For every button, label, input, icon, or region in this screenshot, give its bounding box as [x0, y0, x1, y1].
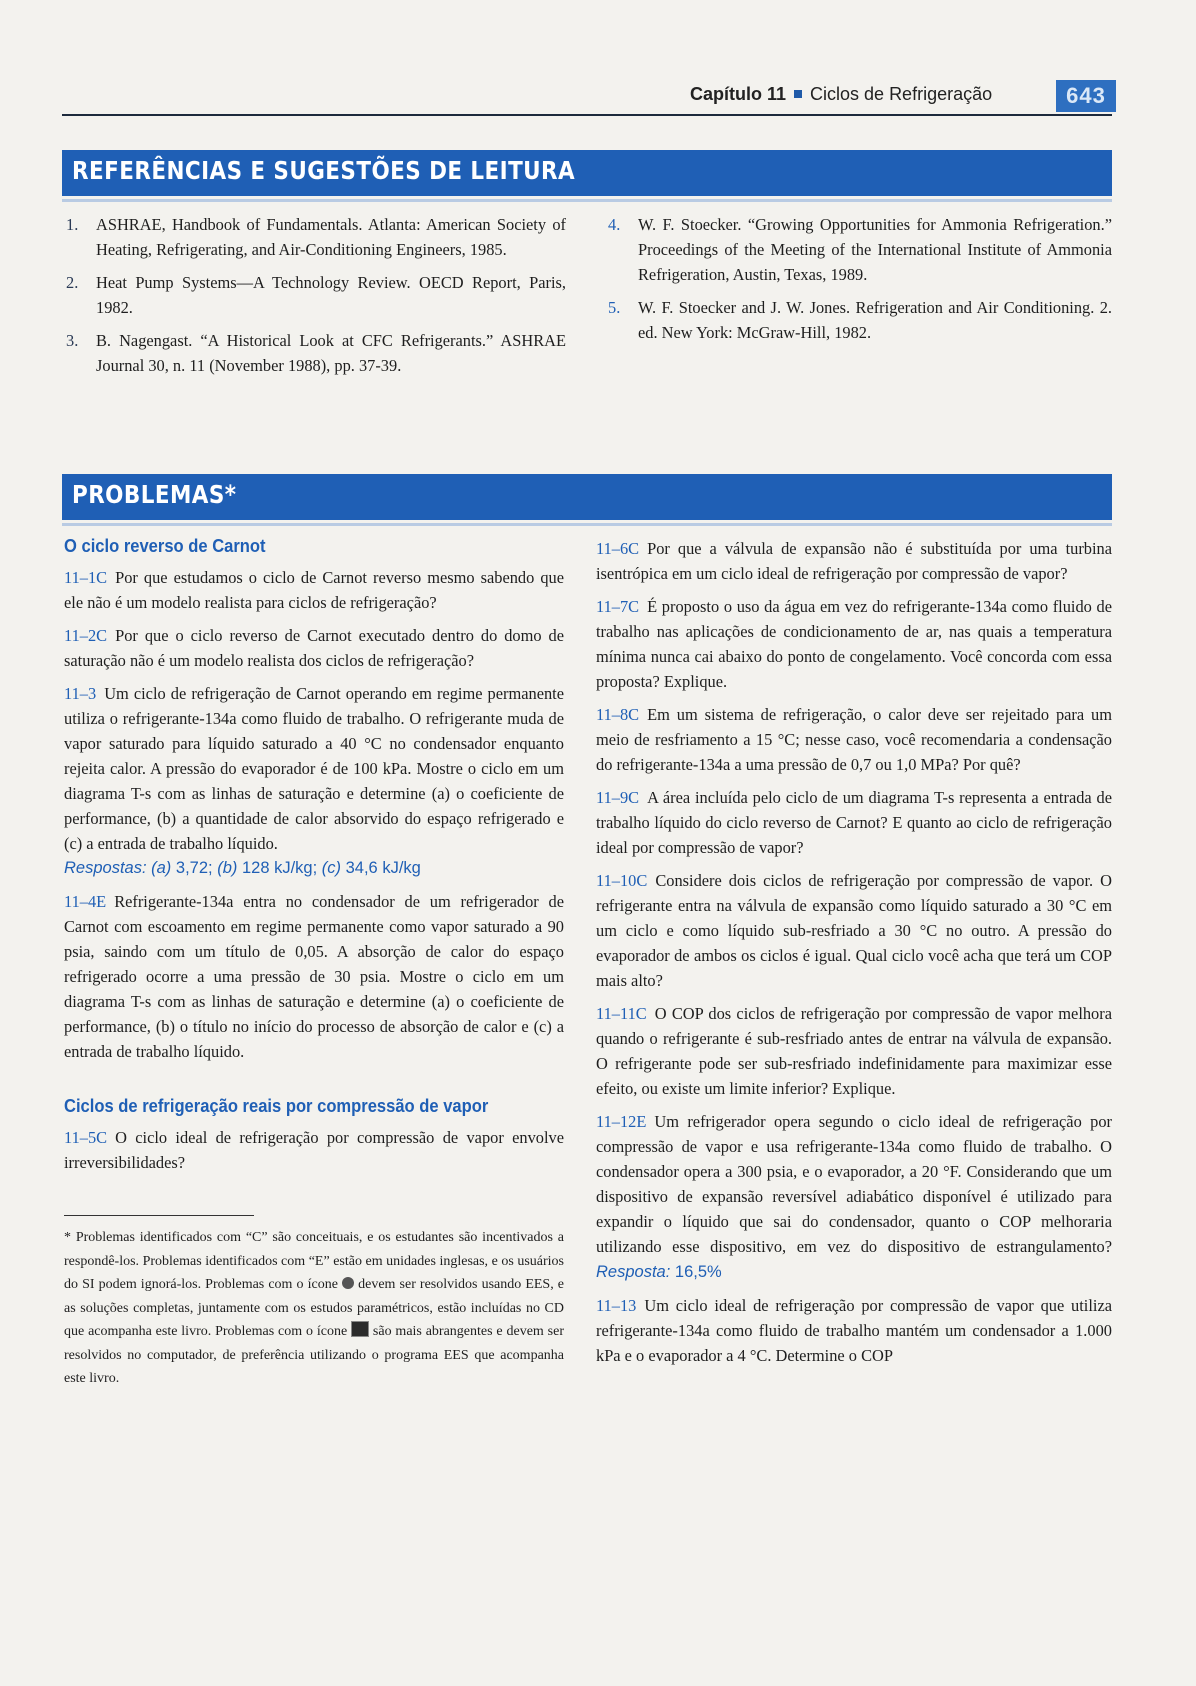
reference-number: 4. — [608, 215, 621, 234]
reference-number: 3. — [66, 331, 79, 350]
problem-text: Um ciclo de refrigeração de Carnot operando em regime permanente utiliza o refrigerante-134a como fluido de trabalho. O refrigerante muda de vapor saturado para líquido saturado a 40 °C no condensador enquanto rejeita calor. A pressão do evaporador é de 100 kPa. Mostre o ciclo em um diagrama T-s com as linhas de saturação e determine (a) o coeficiente de performance, (b) a quantidade de calor absorvido do espaço refrigerado e (c) a entrada de trabalho líquido. — [64, 684, 564, 853]
footnote-text-part3: são mais abrangentes e devem ser resolvidos no computador, de preferência utilizando o programa EES que acompanha este livro. — [64, 1324, 564, 1386]
problem-number: 11–11C — [596, 1004, 647, 1023]
reference-text: ASHRAE, Handbook of Fundamentals. Atlanta: American Society of Heating, Refrigerating, and Air-Conditioning Engineers, 1985. — [96, 215, 566, 259]
answer-part-b-value: 128 kJ/kg; — [241, 859, 318, 877]
reference-item — [66, 212, 566, 262]
answer-part-c-label: (c) — [321, 859, 342, 877]
problem-text: Em um sistema de refrigeração, o calor deve ser rejeitado para um meio de resfriamento a 15 °C; nesse caso, você recomendaria a condensação do refrigerante-134a a uma pressão de 0,7 ou 1,0 MPa? Por quê? — [596, 705, 1112, 774]
problem-item — [596, 1109, 1112, 1285]
problem-number: 11–13 — [596, 1296, 637, 1315]
references-title: REFERÊNCIAS E SUGESTÕES DE LEITURA — [72, 156, 576, 185]
answer-line — [596, 1263, 722, 1281]
chapter-label: Capítulo 11 — [690, 84, 787, 104]
problem-number: 11–7C — [596, 597, 640, 616]
problems-title: PROBLEMAS* — [72, 480, 237, 509]
problem-text: A área incluída pelo ciclo de um diagrama T-s representa a entrada de trabalho líquido do ciclo reverso de Carnot? E quanto ao ciclo de refrigeração ideal por compressão de vapor? — [596, 788, 1112, 857]
problem-text: Refrigerante-134a entra no condensador de um refrigerador de Carnot com escoamento em regime permanente como vapor saturado a 90 psia, saindo com um título de 0,05. A absorção de calor do espaço refrigerado ocorre a uma pressão de 30 psia. Mostre o ciclo em um diagrama T-s com as linhas de saturação e determine (a) o coeficiente de performance, (b) o título no início do processo de absorção de calor e (c) a entrada de trabalho líquido. — [64, 892, 564, 1061]
problem-text: É proposto o uso da água em vez do refrigerante-134a como fluido de trabalho nas aplicações de condicionamento de ar, nas quais a temperatura mínima nunca cai abaixo do ponto de congelamento. Você concorda com essa proposta? Explique. — [596, 597, 1112, 691]
answer-label: Resposta: — [596, 1263, 671, 1281]
problems-right-column — [596, 536, 1112, 1376]
answer-value: 16,5% — [674, 1263, 722, 1281]
problem-text: O ciclo ideal de refrigeração por compressão de vapor envolve irreversibilidades? — [64, 1128, 564, 1172]
page-number: 643 — [1056, 80, 1116, 112]
reference-item — [66, 328, 566, 378]
reference-item — [608, 295, 1112, 345]
problem-text: Um refrigerador opera segundo o ciclo ideal de refrigeração por compressão de vapor e usa refrigerante-134a como fluido de trabalho. O condensador opera a 300 psia, e o evaporador, a 20 °F. Considerando que um dispositivo de expansão reversível adiabático disponível é utilizado para expandir o líquido que sai do condensador, quanto o COP melhoraria utilizando esse dispositivo, em vez do dispositivo de estrangulamento? — [596, 1112, 1112, 1256]
ees-icon — [342, 1277, 354, 1289]
problem-item — [64, 889, 564, 1064]
problem-item — [596, 594, 1112, 694]
reference-text: W. F. Stoecker. “Growing Opportunities for Ammonia Refrigeration.” Proceedings of the Meeting of the International Institute of Ammonia Refrigeration, Austin, Texas, 1989. — [638, 215, 1112, 284]
problem-item — [64, 681, 564, 856]
running-header — [690, 84, 992, 105]
answer-part-a-label: (a) — [151, 859, 172, 877]
footnote-rule — [64, 1215, 254, 1216]
answer-line — [64, 856, 564, 881]
problem-number: 11–9C — [596, 788, 640, 807]
answer-label: Respostas: — [64, 859, 147, 877]
problem-text: Por que o ciclo reverso de Carnot executado dentro do domo de saturação não é um modelo realista dos ciclos de refrigeração? — [64, 626, 564, 670]
problem-text: O COP dos ciclos de refrigeração por compressão de vapor melhora quando o refrigerante é sub-resfriado antes de entrar na válvula de expansão. O refrigerante pode ser sub-resfriado indefinidamente para maximizar esse efeito, ou existe um limite inferior? Explique. — [596, 1004, 1112, 1098]
problem-text: Por que a válvula de expansão não é substituída por uma turbina isentrópica em um ciclo ideal de refrigeração por compressão de vapor? — [596, 539, 1112, 583]
square-bullet-icon — [794, 90, 802, 98]
problem-item — [596, 702, 1112, 777]
bar-underline — [62, 523, 1112, 526]
problem-number: 11–2C — [64, 626, 108, 645]
reference-number: 2. — [66, 273, 79, 292]
bar-underline — [62, 199, 1112, 202]
problem-number: 11–8C — [596, 705, 640, 724]
problem-number: 11–3 — [64, 684, 97, 703]
reference-item — [608, 212, 1112, 287]
problem-item — [596, 1293, 1112, 1368]
problem-text: Por que estudamos o ciclo de Carnot reverso mesmo sabendo que ele não é um modelo realista para ciclos de refrigeração? — [64, 568, 564, 612]
problem-item — [596, 868, 1112, 993]
problem-number: 11–1C — [64, 568, 108, 587]
problems-left-column — [64, 534, 564, 1391]
problem-number: 11–12E — [596, 1112, 647, 1131]
problems-section-bar — [62, 474, 1112, 520]
references-right-column — [608, 212, 1112, 353]
reference-item — [66, 270, 566, 320]
footnote-text-part1: * Problemas identificados com “C” são conceituais, e os estudantes são incentivados a respondê-los. Problemas identificados com “E” estão em unidades inglesas, e os usuários do SI podem ignorá-los. Problemas com o ícone — [64, 1230, 564, 1292]
footnote-text-part2: devem ser resolvidos usando EES, e as soluções completas, juntamente com os estudos paramétricos, estão incluídas no CD que acompanha este livro. Problemas com o ícone — [64, 1277, 565, 1339]
computer-icon — [351, 1321, 369, 1337]
problem-number: 11–6C — [596, 539, 640, 558]
answer-part-a-value: 3,72; — [175, 859, 213, 877]
problem-number: 11–5C — [64, 1128, 108, 1147]
references-section-bar — [62, 150, 1112, 196]
subsection-heading: Ciclos de refrigeração reais por compressão de vapor — [64, 1096, 489, 1116]
reference-text: W. F. Stoecker and J. W. Jones. Refrigeration and Air Conditioning. 2. ed. New York: McGraw-Hill, 1982. — [638, 298, 1112, 342]
problem-text: Um ciclo ideal de refrigeração por compressão de vapor que utiliza refrigerante-134a como fluido de trabalho mantém um condensador a 1.000 kPa e o evaporador a 4 °C. Determine o COP — [596, 1296, 1112, 1365]
problem-item — [596, 785, 1112, 860]
problem-number: 11–10C — [596, 871, 648, 890]
reference-text: Heat Pump Systems—A Technology Review. OECD Report, Paris, 1982. — [96, 273, 566, 317]
problem-number: 11–4E — [64, 892, 107, 911]
problem-item — [64, 1125, 564, 1175]
footnote — [64, 1226, 564, 1391]
problem-item — [64, 565, 564, 615]
problem-item — [596, 1001, 1112, 1101]
subsection-heading: O ciclo reverso de Carnot — [64, 536, 266, 556]
references-left-column — [66, 212, 566, 386]
problem-text: Considere dois ciclos de refrigeração por compressão de vapor. O refrigerante entra na válvula de expansão como líquido saturado a 30 °C em um ciclo e como líquido sub-resfriado a 30 °C no outro. A pressão do evaporador de ambos os ciclos é igual. Qual ciclo você acha que terá um COP mais alto? — [596, 871, 1112, 990]
problem-item — [596, 536, 1112, 586]
chapter-title: Ciclos de Refrigeração — [810, 84, 993, 104]
answer-part-c-value: 34,6 kJ/kg — [345, 859, 421, 877]
reference-number: 1. — [66, 215, 79, 234]
reference-number: 5. — [608, 298, 621, 317]
header-rule — [62, 114, 1112, 116]
problem-item — [64, 623, 564, 673]
reference-text: B. Nagengast. “A Historical Look at CFC Refrigerants.” ASHRAE Journal 30, n. 11 (November 1988), pp. 37-39. — [96, 331, 566, 375]
answer-part-b-label: (b) — [217, 859, 238, 877]
